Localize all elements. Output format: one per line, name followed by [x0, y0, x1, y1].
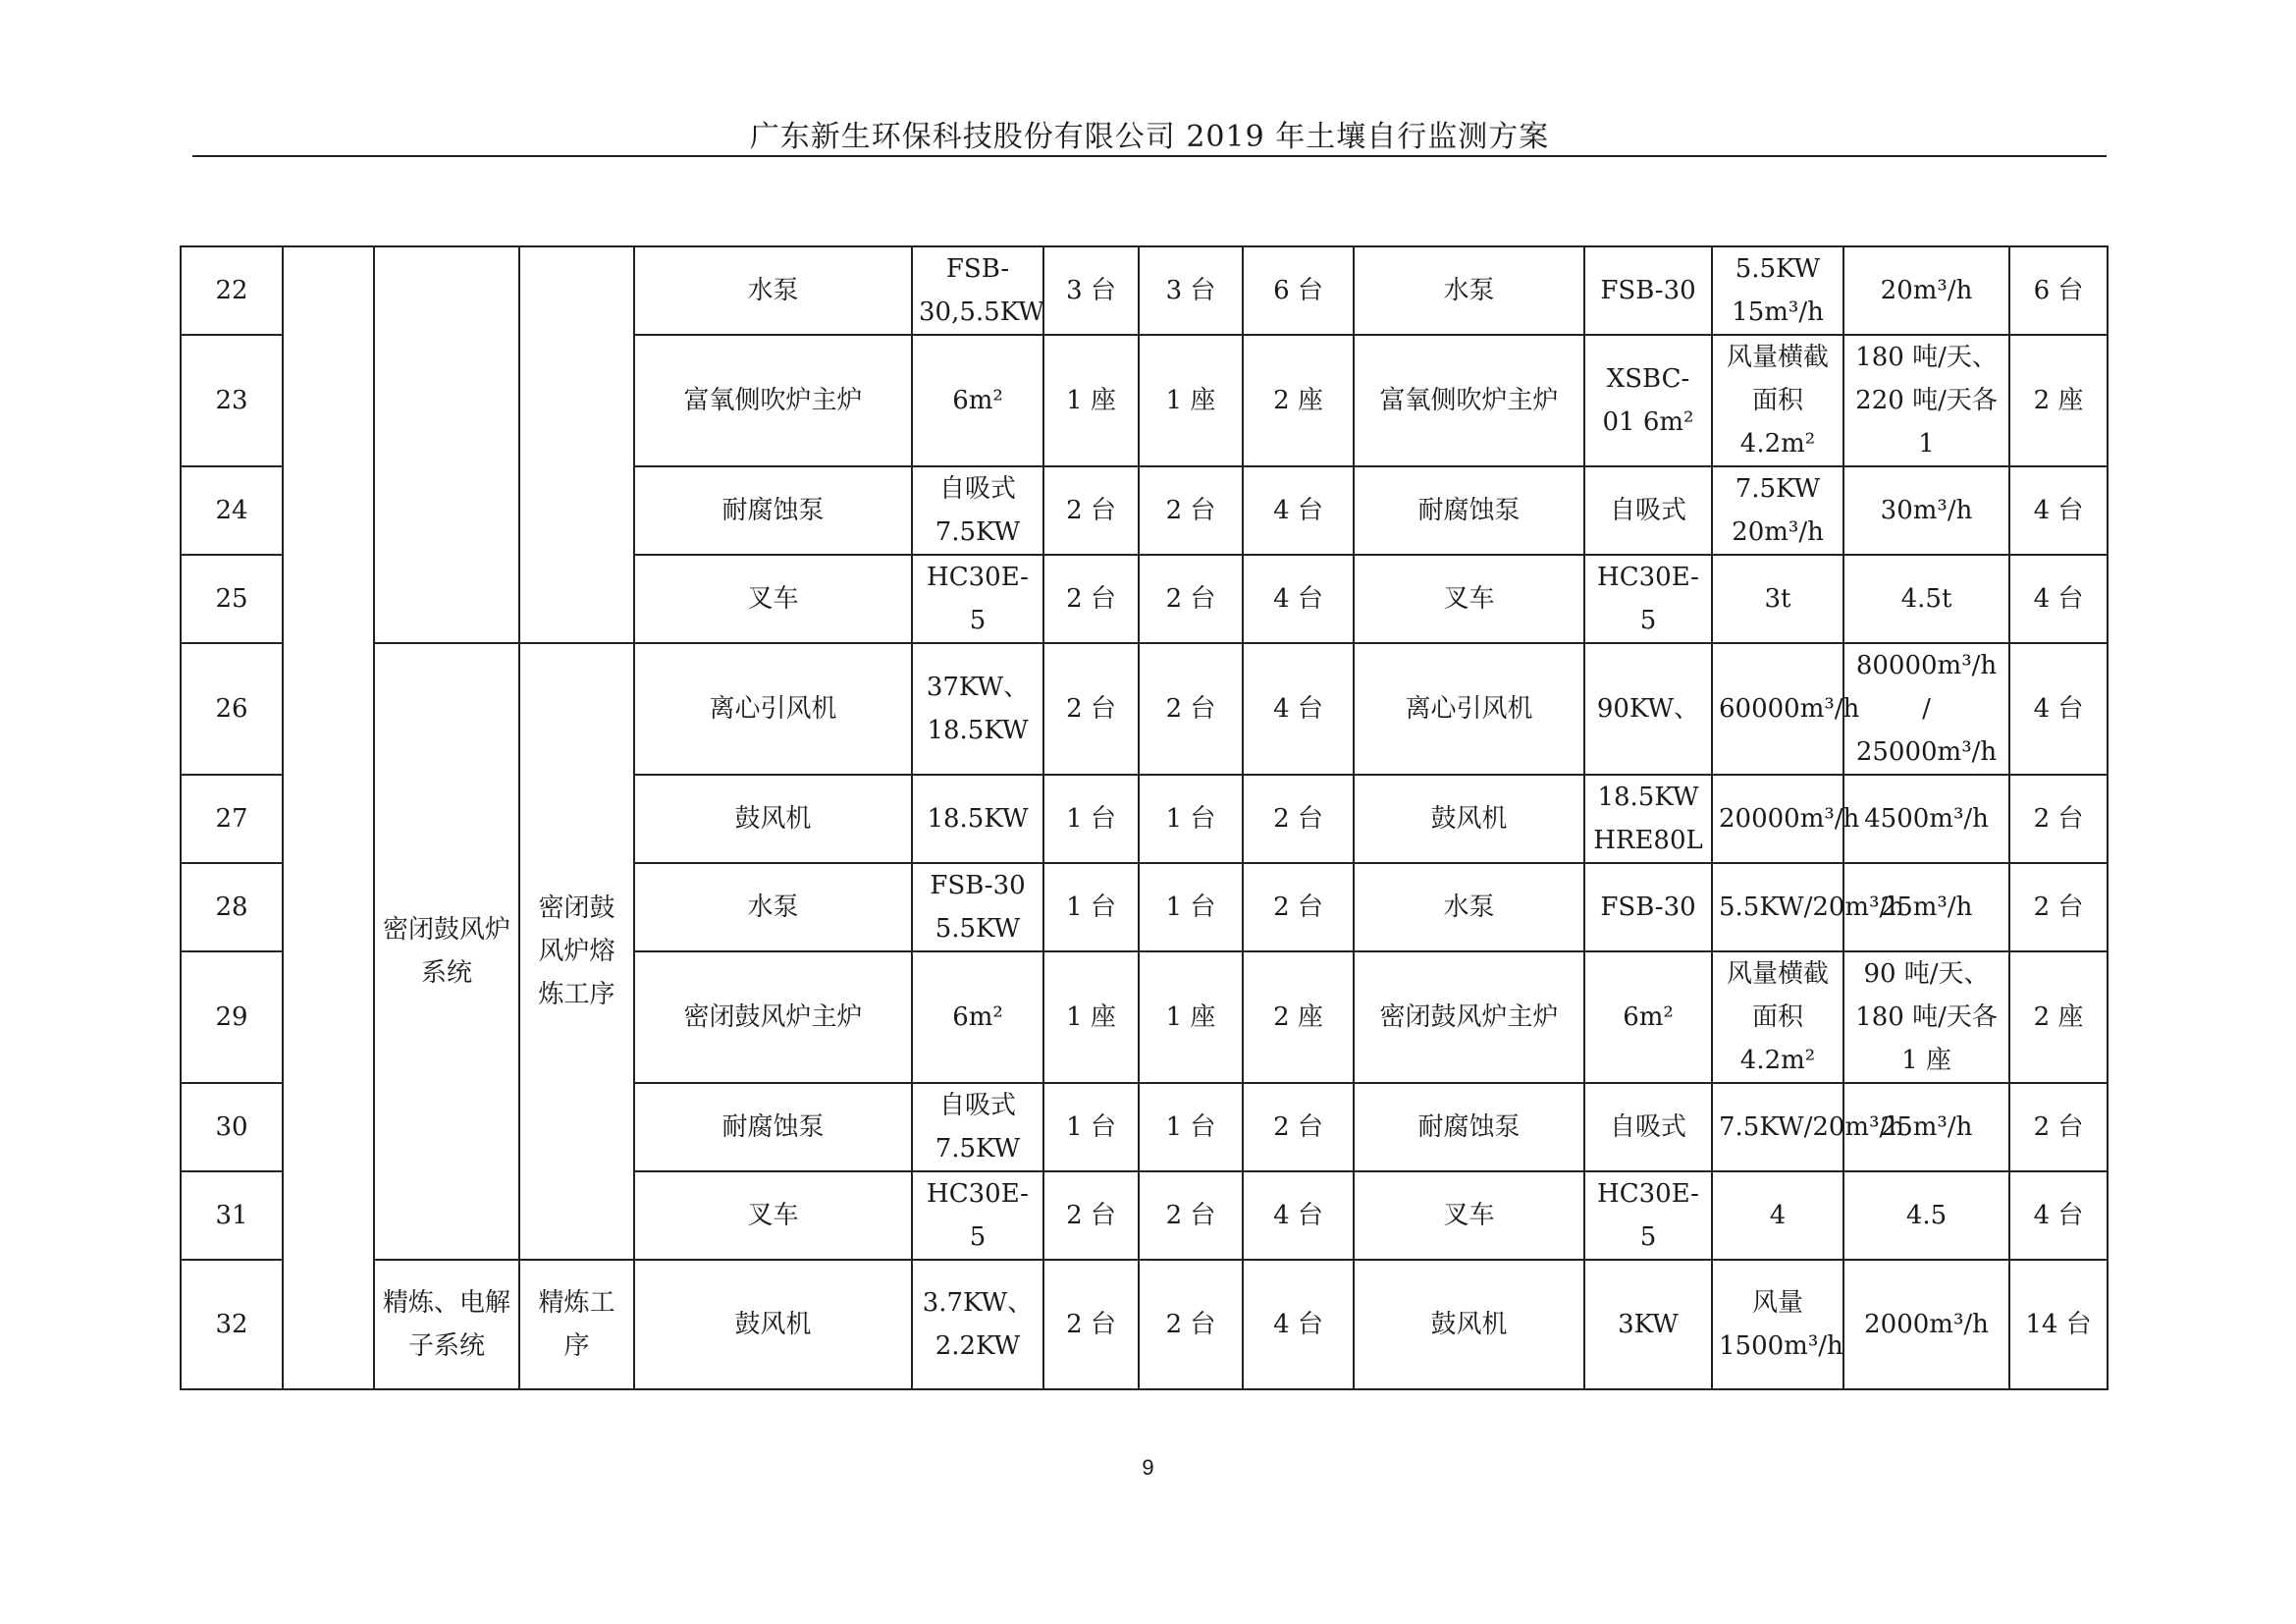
equipment-model: FSB-30: [1584, 863, 1712, 951]
equipment-name: 水泵: [634, 246, 912, 335]
equipment-name-2: 离心引风机: [1354, 643, 1584, 775]
equipment-spec: 6m²: [912, 335, 1043, 466]
equipment-parameter: 3t: [1712, 555, 1843, 643]
quantity-1: 1 座: [1043, 951, 1139, 1083]
equipment-capacity: 80000m³/h / 25000m³/h: [1843, 643, 2009, 775]
equipment-count: 14 台: [2009, 1260, 2108, 1389]
equipment-capacity: 20m³/h: [1843, 246, 2009, 335]
equipment-spec: 6m²: [912, 951, 1043, 1083]
row-number: 30: [181, 1083, 283, 1171]
equipment-count: 2 台: [2009, 863, 2108, 951]
equipment-name-2: 叉车: [1354, 555, 1584, 643]
quantity-1: 2 台: [1043, 643, 1139, 775]
equipment-name: 叉车: [634, 1171, 912, 1260]
quantity-total: 2 座: [1243, 951, 1354, 1083]
equipment-capacity: 25m³/h: [1843, 1083, 2009, 1171]
table-row: [181, 1260, 2108, 1389]
equipment-spec: 自吸式 7.5KW: [912, 1083, 1043, 1171]
equipment-name: 耐腐蚀泵: [634, 466, 912, 555]
equipment-capacity: 4500m³/h: [1843, 775, 2009, 863]
process-name: 精炼工序: [519, 1260, 634, 1389]
equipment-parameter: 60000m³/h: [1712, 643, 1843, 775]
quantity-2: 2 台: [1139, 466, 1243, 555]
equipment-count: 2 台: [2009, 775, 2108, 863]
equipment-spec: FSB-30 5.5KW: [912, 863, 1043, 951]
equipment-model: FSB-30: [1584, 246, 1712, 335]
quantity-1: 2 台: [1043, 1171, 1139, 1260]
equipment-name-2: 鼓风机: [1354, 1260, 1584, 1389]
equipment-model: 18.5KW HRE80L: [1584, 775, 1712, 863]
row-number: 23: [181, 335, 283, 466]
equipment-model: 6m²: [1584, 951, 1712, 1083]
quantity-total: 4 台: [1243, 555, 1354, 643]
quantity-total: 2 台: [1243, 775, 1354, 863]
equipment-model: 自吸式: [1584, 466, 1712, 555]
row-number: 28: [181, 863, 283, 951]
system-name: 密闭鼓风炉系统: [374, 643, 519, 1260]
quantity-total: 2 台: [1243, 1083, 1354, 1171]
equipment-name-2: 叉车: [1354, 1171, 1584, 1260]
equipment-count: 4 台: [2009, 466, 2108, 555]
quantity-1: 1 台: [1043, 1083, 1139, 1171]
equipment-count: 4 台: [2009, 555, 2108, 643]
row-number: 22: [181, 246, 283, 335]
system-name: 精炼、电解子系统: [374, 1260, 519, 1389]
equipment-parameter: 7.5KW/20m³/h: [1712, 1083, 1843, 1171]
equipment-model: 3KW: [1584, 1260, 1712, 1389]
equipment-capacity: 90 吨/天、180 吨/天各 1 座: [1843, 951, 2009, 1083]
equipment-name: 鼓风机: [634, 775, 912, 863]
equipment-spec: 自吸式 7.5KW: [912, 466, 1043, 555]
equipment-count: 2 台: [2009, 1083, 2108, 1171]
equipment-name-2: 耐腐蚀泵: [1354, 466, 1584, 555]
quantity-2: 2 台: [1139, 1171, 1243, 1260]
table-row: [181, 246, 2108, 335]
equipment-count: 4 台: [2009, 1171, 2108, 1260]
equipment-capacity: 4.5: [1843, 1171, 2009, 1260]
equipment-spec: HC30E-5: [912, 555, 1043, 643]
equipment-name-2: 富氧侧吹炉主炉: [1354, 335, 1584, 466]
equipment-name: 鼓风机: [634, 1260, 912, 1389]
equipment-name: 富氧侧吹炉主炉: [634, 335, 912, 466]
equipment-parameter: 风量横截面积 4.2m²: [1712, 951, 1843, 1083]
category-cell-empty: [283, 246, 374, 1389]
quantity-2: 1 座: [1139, 335, 1243, 466]
quantity-1: 2 台: [1043, 466, 1139, 555]
row-number: 31: [181, 1171, 283, 1260]
row-number: 25: [181, 555, 283, 643]
quantity-2: 1 台: [1139, 775, 1243, 863]
equipment-spec: 18.5KW: [912, 775, 1043, 863]
quantity-total: 4 台: [1243, 1171, 1354, 1260]
quantity-2: 1 座: [1139, 951, 1243, 1083]
quantity-2: 1 台: [1139, 863, 1243, 951]
equipment-parameter: 5.5KW/20m³/h: [1712, 863, 1843, 951]
equipment-name: 离心引风机: [634, 643, 912, 775]
row-number: 24: [181, 466, 283, 555]
equipment-name-2: 水泵: [1354, 246, 1584, 335]
row-number: 29: [181, 951, 283, 1083]
quantity-1: 1 台: [1043, 863, 1139, 951]
quantity-1: 2 台: [1043, 1260, 1139, 1389]
equipment-name: 水泵: [634, 863, 912, 951]
quantity-1: 1 座: [1043, 335, 1139, 466]
quantity-2: 1 台: [1139, 1083, 1243, 1171]
system-cell-empty: [374, 246, 519, 643]
equipment-spec: FSB-30,5.5KW: [912, 246, 1043, 335]
quantity-total: 4 台: [1243, 643, 1354, 775]
equipment-name-2: 鼓风机: [1354, 775, 1584, 863]
equipment-count: 2 座: [2009, 951, 2108, 1083]
equipment-parameter: 7.5KW 20m³/h: [1712, 466, 1843, 555]
quantity-total: 6 台: [1243, 246, 1354, 335]
equipment-capacity: 30m³/h: [1843, 466, 2009, 555]
equipment-name: 叉车: [634, 555, 912, 643]
quantity-total: 2 台: [1243, 863, 1354, 951]
quantity-2: 3 台: [1139, 246, 1243, 335]
process-name: 密闭鼓风炉熔炼工序: [519, 643, 634, 1260]
process-cell-empty: [519, 246, 634, 643]
equipment-name-2: 耐腐蚀泵: [1354, 1083, 1584, 1171]
page-number: 9: [1142, 1455, 1154, 1480]
equipment-parameter: 风量 1500m³/h: [1712, 1260, 1843, 1389]
header-rule: [192, 155, 2107, 157]
equipment-model: HC30E-5: [1584, 1171, 1712, 1260]
equipment-spec: HC30E-5: [912, 1171, 1043, 1260]
equipment-parameter: 4: [1712, 1171, 1843, 1260]
equipment-table: [180, 245, 2109, 1390]
equipment-name: 耐腐蚀泵: [634, 1083, 912, 1171]
equipment-model: 90KW、: [1584, 643, 1712, 775]
equipment-count: 2 座: [2009, 335, 2108, 466]
quantity-total: 2 座: [1243, 335, 1354, 466]
quantity-2: 2 台: [1139, 555, 1243, 643]
equipment-count: 6 台: [2009, 246, 2108, 335]
equipment-parameter: 5.5KW 15m³/h: [1712, 246, 1843, 335]
equipment-spec: 37KW、18.5KW: [912, 643, 1043, 775]
equipment-model: 自吸式: [1584, 1083, 1712, 1171]
quantity-total: 4 台: [1243, 466, 1354, 555]
equipment-capacity: 4.5t: [1843, 555, 2009, 643]
document-header: 广东新生环保科技股份有限公司 2019 年土壤自行监测方案: [749, 120, 1550, 154]
quantity-total: 4 台: [1243, 1260, 1354, 1389]
row-number: 26: [181, 643, 283, 775]
equipment-capacity: 2000m³/h: [1843, 1260, 2009, 1389]
equipment-capacity: 25m³/h: [1843, 863, 2009, 951]
quantity-1: 3 台: [1043, 246, 1139, 335]
equipment-count: 4 台: [2009, 643, 2108, 775]
equipment-capacity: 180 吨/天、220 吨/天各 1: [1843, 335, 2009, 466]
equipment-parameter: 风量横截面积 4.2m²: [1712, 335, 1843, 466]
equipment-spec: 3.7KW、2.2KW: [912, 1260, 1043, 1389]
quantity-2: 2 台: [1139, 643, 1243, 775]
quantity-1: 2 台: [1043, 555, 1139, 643]
row-number: 32: [181, 1260, 283, 1389]
equipment-name: 密闭鼓风炉主炉: [634, 951, 912, 1083]
equipment-name-2: 水泵: [1354, 863, 1584, 951]
equipment-parameter: 20000m³/h: [1712, 775, 1843, 863]
quantity-2: 2 台: [1139, 1260, 1243, 1389]
equipment-model: HC30E-5: [1584, 555, 1712, 643]
row-number: 27: [181, 775, 283, 863]
table-row: [181, 643, 2108, 775]
quantity-1: 1 台: [1043, 775, 1139, 863]
equipment-model: XSBC-01 6m²: [1584, 335, 1712, 466]
equipment-name-2: 密闭鼓风炉主炉: [1354, 951, 1584, 1083]
